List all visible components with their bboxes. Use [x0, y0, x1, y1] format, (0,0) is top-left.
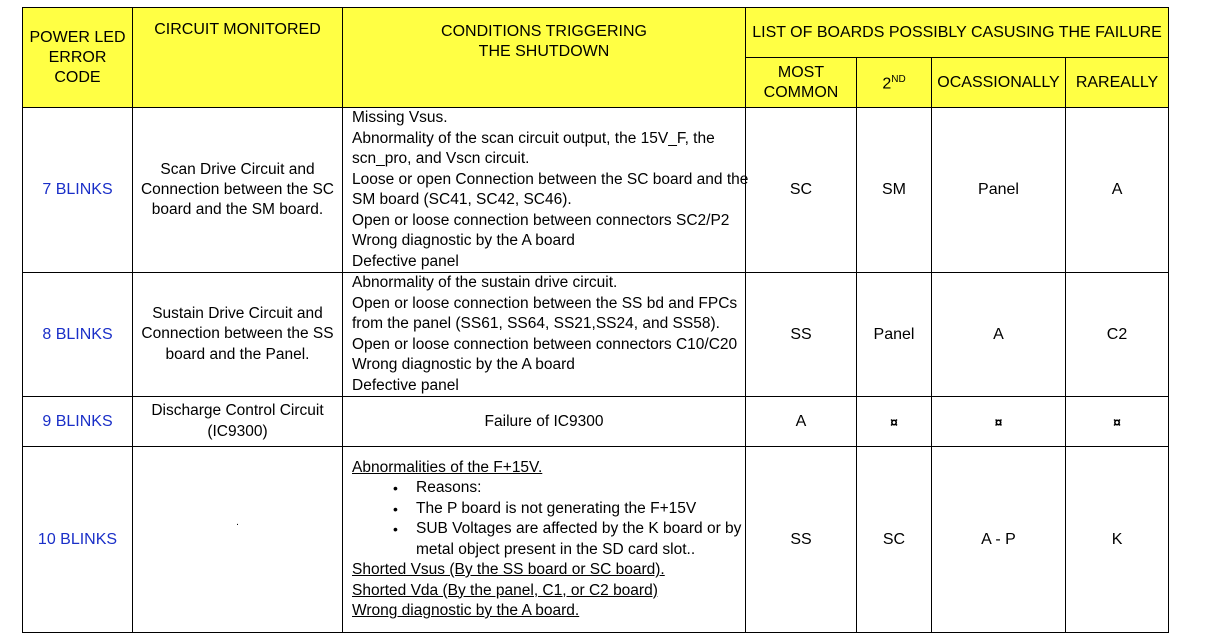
header-boards-group: LIST OF BOARDS POSSIBLY CASUSING THE FAILURE [746, 8, 1169, 58]
list-item: • The P board is not generating the F+15V [393, 499, 745, 520]
list-item: metal object present in the SD card slot.. [416, 540, 696, 558]
conditions-cell: Failure of IC9300 [343, 397, 746, 447]
list-item: • SUB Voltages are affected by the K board or by [393, 519, 745, 540]
header-conditions: CONDITIONS TRIGGERING THE SHUTDOWN [343, 8, 746, 108]
list-item: • Reasons: [393, 478, 745, 499]
occasionally-cell: ¤ [932, 397, 1066, 447]
conditions-cell: Missing Vsus. Abnormality of the scan circuit output, the 15V_F, the scn_pro, and Vscn circuit. Loose or open Connection between the SC board and the SM board (SC41, SC42, SC46). Open or loose connection between connectors SC2/P2 Wrong diagnostic by the A board Defective panel [343, 108, 746, 273]
circuit-cell: Sustain Drive Circuit and Connection between the SS board and the Panel. [133, 273, 343, 397]
most-common-cell: SC [746, 108, 857, 273]
table-row [23, 447, 1169, 633]
reasons-list [352, 478, 745, 560]
circuit-cell: Discharge Control Circuit (IC9300) [133, 397, 343, 447]
most-common-cell: A [746, 397, 857, 447]
table-row [23, 108, 1169, 273]
table-row [23, 397, 1169, 447]
rarely-cell: A [1066, 108, 1169, 273]
header-error-code: POWER LED ERROR CODE [23, 8, 133, 108]
most-common-cell: SS [746, 273, 857, 397]
circuit-cell: Scan Drive Circuit and Connection between the SC board and the SM board. [133, 108, 343, 273]
occasionally-cell: A [932, 273, 1066, 397]
rarely-cell: C2 [1066, 273, 1169, 397]
conditions-cell: Abnormality of the sustain drive circuit. Open or loose connection between the SS bd and FPCs from the panel (SS61, SS64, SS21,SS24, and SS58). Open or loose connection between connectors C10/C20 Wrong diagnostic by the A board Defective panel [343, 273, 746, 397]
rarely-cell: K [1066, 447, 1169, 633]
circuit-cell: . [133, 447, 343, 633]
occasionally-cell: Panel [932, 108, 1066, 273]
second-cell: SC [857, 447, 932, 633]
conditions-cell: Abnormalities of the F+15V. • Reasons: • The P board is not generating the F+15V • SUB Voltages are affected by the K board or by metal object present in the SD card slot.. Shorted Vsus (By the SS board or SC board). Shorted Vda (By the panel, C1, or C2 board) Wrong diagnostic by the A board. [343, 447, 746, 633]
occasionally-cell: A - P [932, 447, 1066, 633]
header-second: 2ND [857, 58, 932, 108]
second-cell: Panel [857, 273, 932, 397]
rarely-cell: ¤ [1066, 397, 1169, 447]
header-occasionally: OCASSIONALLY [932, 58, 1066, 108]
table-row [23, 273, 1169, 397]
error-code-cell: 9 BLINKS [23, 397, 133, 447]
error-code-cell: 8 BLINKS [23, 273, 133, 397]
second-cell: ¤ [857, 397, 932, 447]
header-most-common: MOST COMMON [746, 58, 857, 108]
error-code-cell: 10 BLINKS [23, 447, 133, 633]
header-circuit-monitored: CIRCUIT MONITORED [133, 8, 343, 108]
failure-table [22, 7, 1169, 633]
header-rarely: RAREALLY [1066, 58, 1169, 108]
second-cell: SM [857, 108, 932, 273]
error-code-cell: 7 BLINKS [23, 108, 133, 273]
most-common-cell: SS [746, 447, 857, 633]
